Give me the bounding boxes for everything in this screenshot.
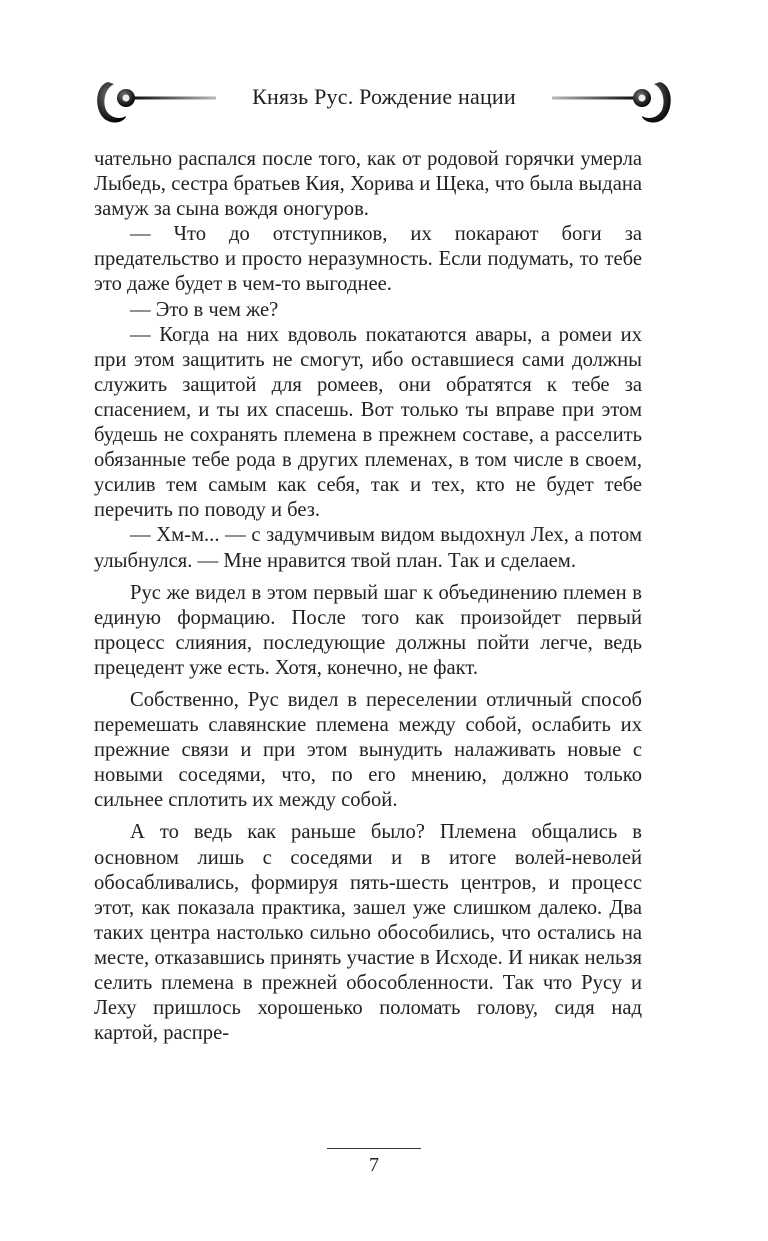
folio-divider [327, 1148, 421, 1149]
running-header [92, 76, 676, 132]
paragraph: А то ведь как раньше было? Племена общались в основном лишь с соседями и в итоге волей-неволей обосабливались, формируя пять-шесть центров, и процесс этот, как показала практика, зашел уже слишком далеко. Два таких центра настолько сильно обособились, что остались на месте, отказавшись принять участие в Исходе. И никак нельзя селить племена в прежней обособленности. Так что Русу и Леху пришлось хорошенько поломать голову, сидя над картой, распре- [94, 821, 642, 1045]
page-body [94, 147, 642, 1046]
page-number: 7 [369, 1154, 379, 1176]
paragraph: — Хм-м... — с задумчивым видом выдохнул Лех, а потом улыбнулся. — Мне нравится твой план. Так и сделаем. [94, 524, 642, 572]
paragraph: — Что до отступников, их покарают боги за предательство и просто неразумность. Если подумать, то тебе это даже будет в чем-то выгоднее. [94, 223, 642, 296]
paragraph: Рус же видел в этом первый шаг к объединению племен в единую формацию. После того как произойдет первый процесс слияния, последующие должны пойти легче, ведь прецедент уже есть. Хотя, конечно, не факт. [94, 581, 642, 679]
paragraph: Собственно, Рус видел в переселении отличный способ перемешать славянские племена между собой, ослабить их прежние связи и при этом вынудить налаживать новые с новыми соседями, что, по его мнению, должно только сильнее сплотить их между собой. [94, 688, 642, 812]
running-title: Князь Рус. Рождение нации [252, 84, 516, 109]
paragraph: — Когда на них вдоволь покатаются авары, а ромеи их при этом защитить не смогут, ибо оставшиеся сами должны служить защитой для ромеев, они обратятся к тебе за спасением, и ты их спасешь. Вот только ты вправе при этом будешь не сохранять племена в прежнем составе, а расселить обязанные тебе рода в других племенах, в том числе в своем, усилив тем самым как себя, так и тех, кто не будет тебе перечить по поводу и без. [94, 323, 642, 522]
paragraph: чательно распался после того, как от родовой горячки умерла Лыбедь, сестра братьев Кия, Хорива и Щека, что была выдана замуж за сына вождя оногуров. [94, 148, 642, 221]
paragraph: — Это в чем же? [130, 298, 279, 321]
